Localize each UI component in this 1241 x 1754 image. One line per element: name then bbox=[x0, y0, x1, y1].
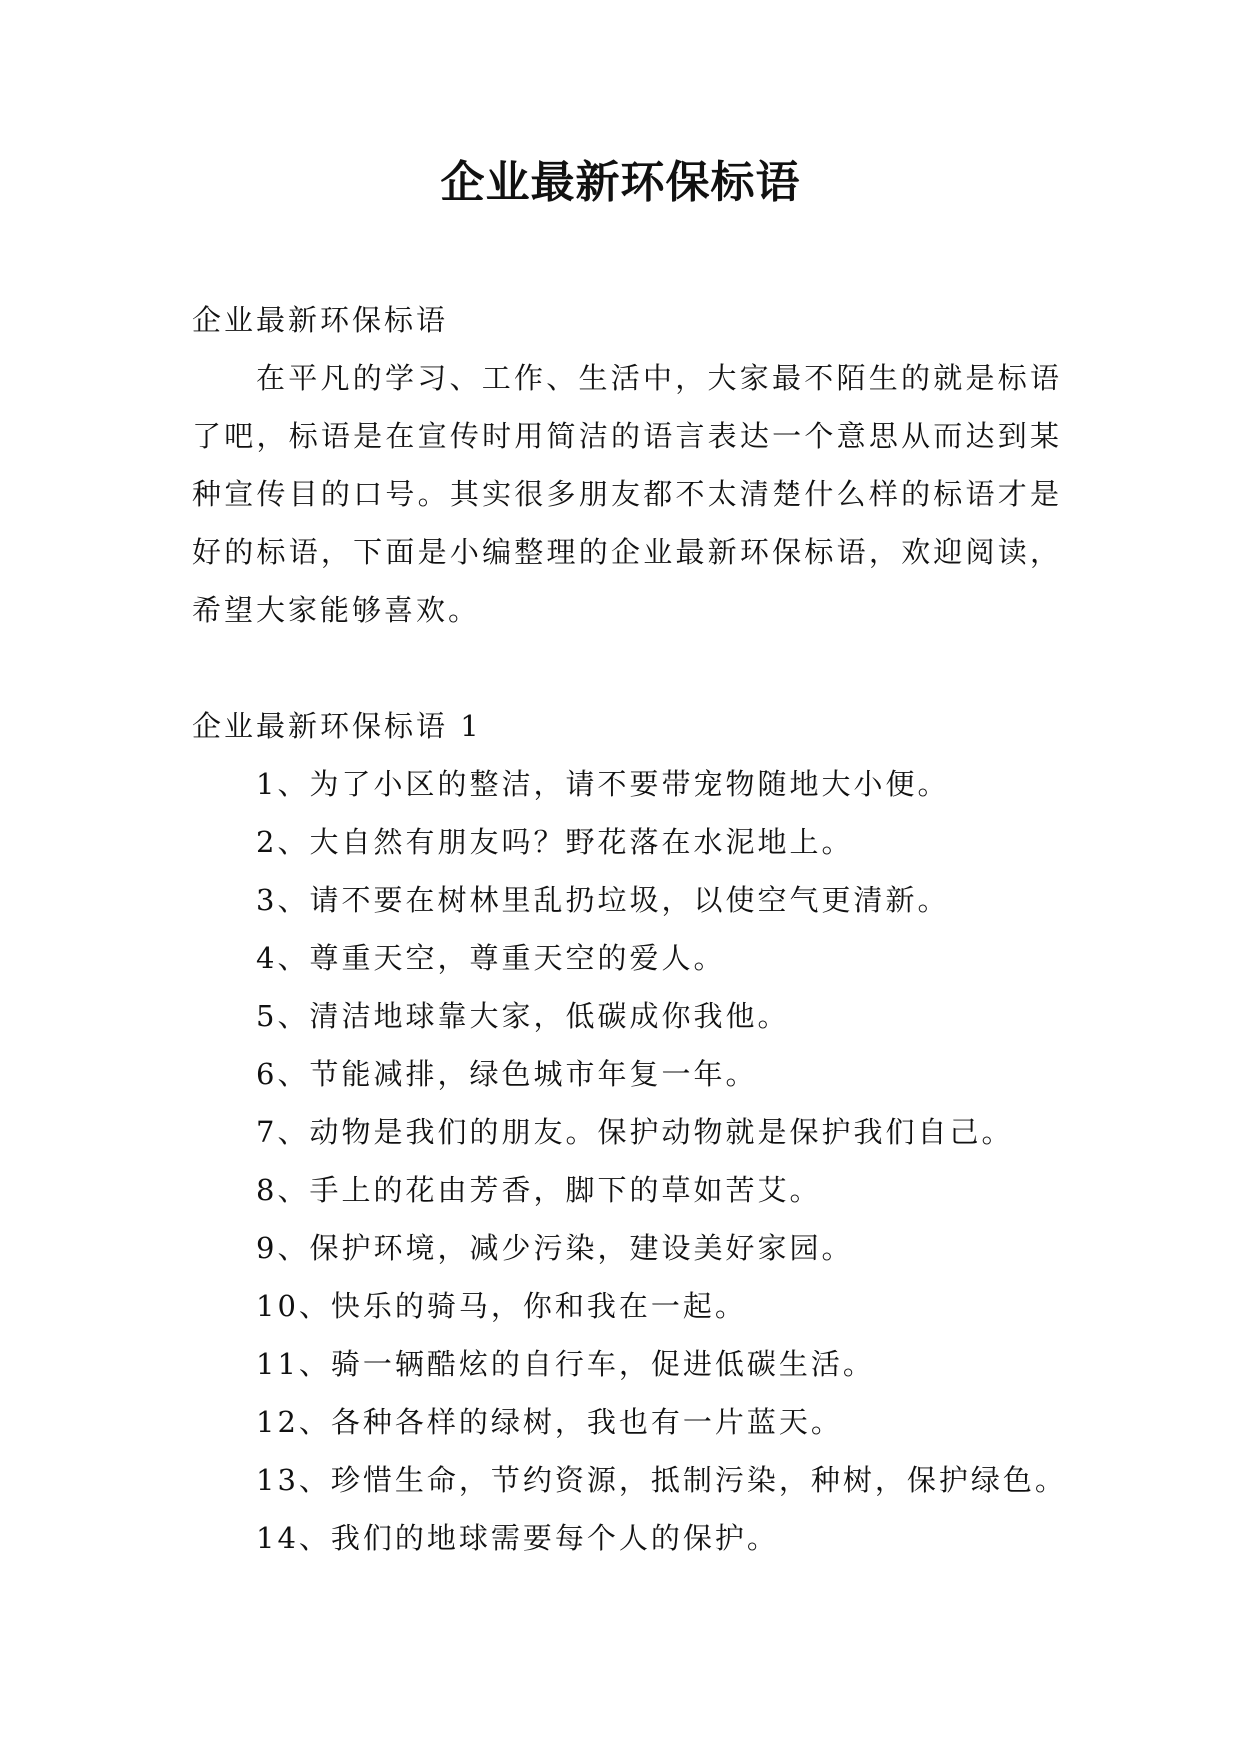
slogan-item: 6、节能减排，绿色城市年复一年。 bbox=[256, 1057, 758, 1091]
slogan-item: 5、清洁地球靠大家，低碳成你我他。 bbox=[256, 999, 790, 1033]
slogan-item: 12、各种各样的绿树，我也有一片蓝天。 bbox=[256, 1405, 843, 1439]
slogan-item: 10、快乐的骑马，你和我在一起。 bbox=[256, 1289, 747, 1323]
slogan-item: 2、大自然有朋友吗？野花落在水泥地上。 bbox=[256, 825, 854, 859]
section-heading: 企业最新环保标语 1 bbox=[192, 709, 482, 743]
intro-paragraph: 在平凡的学习、工作、生活中，大家最不陌生的就是标语了吧，标语是在宣传时用简洁的语言表达一个意思从而达到某种宣传目的口号。其实很多朋友都不太清楚什么样的标语才是好的标语，下面是小编整理的企业最新环保标语，欢迎阅读，希望大家能够喜欢。 bbox=[192, 361, 1062, 627]
slogan-item: 1、为了小区的整洁，请不要带宠物随地大小便。 bbox=[256, 767, 950, 801]
slogan-item: 9、保护环境，减少污染，建设美好家园。 bbox=[256, 1231, 854, 1265]
slogan-item: 11、骑一辆酷炫的自行车，促进低碳生活。 bbox=[256, 1347, 875, 1381]
slogan-item: 4、尊重天空，尊重天空的爱人。 bbox=[256, 941, 726, 975]
page-title: 企业最新环保标语 bbox=[440, 157, 801, 208]
slogan-item: 14、我们的地球需要每个人的保护。 bbox=[256, 1521, 779, 1555]
slogan-list bbox=[256, 755, 1126, 1567]
slogan-item: 3、请不要在树林里乱扔垃圾，以使空气更清新。 bbox=[256, 883, 950, 917]
slogan-item: 13、珍惜生命，节约资源，抵制污染，种树，保护绿色。 bbox=[256, 1463, 1067, 1497]
document-subtitle: 企业最新环保标语 bbox=[192, 303, 449, 337]
slogan-item: 7、动物是我们的朋友。保护动物就是保护我们自己。 bbox=[256, 1115, 1014, 1149]
slogan-item: 8、手上的花由芳香，脚下的草如苦艾。 bbox=[256, 1173, 822, 1207]
